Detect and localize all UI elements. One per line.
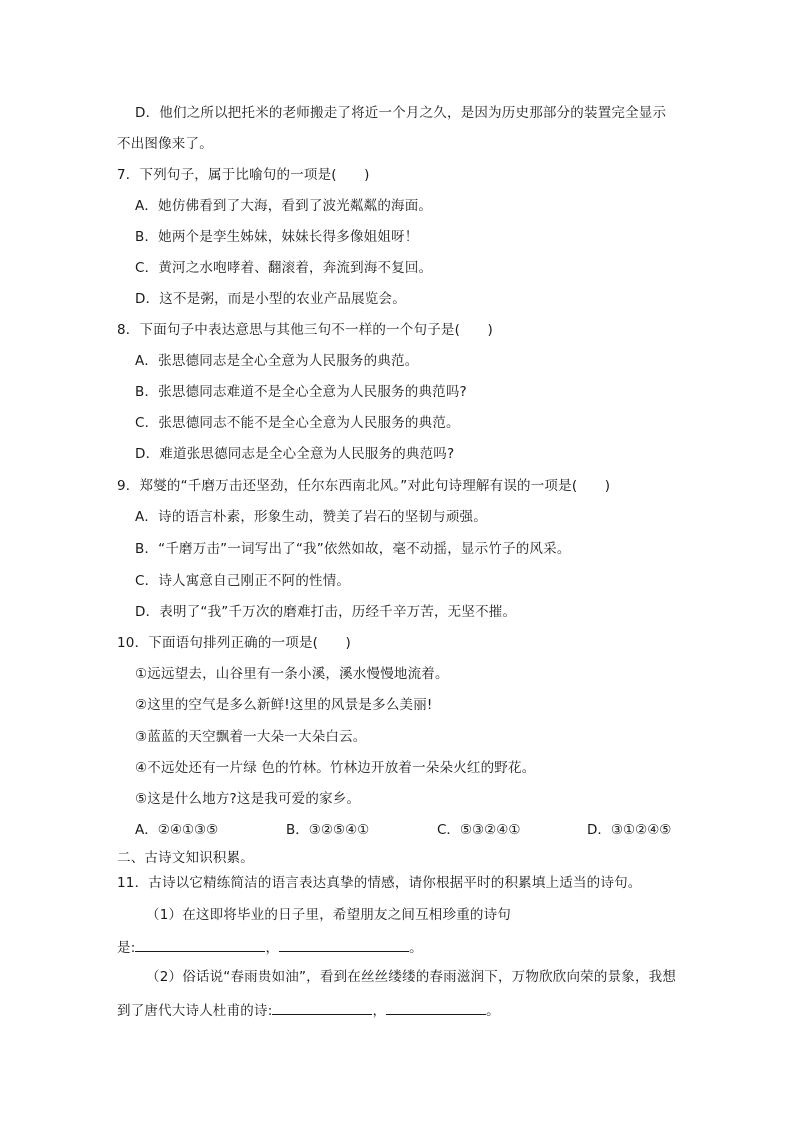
question-10-choice-b: B．③②⑤④① <box>286 822 370 838</box>
q6-option-d-line2: 不出图像来了。 <box>117 136 213 152</box>
section-2-heading: 二、古诗文知识积累。 <box>117 850 254 866</box>
answer-blank-2[interactable] <box>279 937 409 952</box>
question-8-option-d: D．难道张思德同志是全心全意为人民服务的典范吗? <box>135 446 455 462</box>
blank-separator: ， <box>265 940 280 956</box>
question-7-stem: 7．下列句子，属于比喻句的一项是( ) <box>117 167 370 183</box>
question-9-option-a: A．诗的语言朴素，形象生动，赞美了岩石的坚韧与顽强。 <box>135 509 487 525</box>
question-11-stem: 11．古诗以它精练简洁的语言表达真挚的情感，请你根据平时的积累填上适当的诗句。 <box>117 875 642 891</box>
question-9-stem: 9．郑燮的“千磨万击还坚劲，任尔东西南北风。”对此句诗理解有误的一项是( ) <box>117 478 611 494</box>
question-9-option-b: B．“千磨万击”一词写出了“我”依然如故，毫不动摇，显示竹子的风采。 <box>135 541 571 557</box>
blank-separator: ， <box>372 1003 387 1019</box>
question-10-choice-a: A．②④①③⑤ <box>135 822 219 838</box>
question-7-option-c: C．黄河之水咆哮着、翻滚着，奔流到海不复回。 <box>135 260 433 276</box>
question-10-sentence-5: ⑤这是什么地方?这是我可爱的家乡。 <box>135 791 361 807</box>
question-10-stem: 10．下面语句排列正确的一项是( ) <box>117 635 352 651</box>
question-10-choice-c: C．⑤③②④① <box>437 822 521 838</box>
question-10-sentence-1: ①远远望去，山谷里有一条小溪，溪水慢慢地流着。 <box>135 666 449 682</box>
question-8-stem: 8．下面句子中表达意思与其他三句不一样的一个句子是( ) <box>117 322 493 338</box>
question-7-option-b: B．她两个是孪生姊妹，妹妹长得多像姐姐呀！ <box>135 229 419 245</box>
answer-blank-4[interactable] <box>386 1000 486 1015</box>
question-10-choice-d: D．③①②④⑤ <box>587 822 672 838</box>
question-11-sub2-prefix: 到了唐代大诗人杜甫的诗: <box>117 1003 273 1019</box>
question-11-sub2-line2 <box>117 1000 500 1020</box>
question-10-sentence-4: ④不远处还有一片绿 色的竹林。竹林边开放着一朵朵火红的野花。 <box>135 760 536 776</box>
sentence-end: 。 <box>486 1003 500 1019</box>
question-8-option-c: C．张思德同志不能不是全心全意为人民服务的典范。 <box>135 415 460 431</box>
answer-blank-1[interactable] <box>135 937 265 952</box>
question-11-sub1-prefix: 是: <box>117 940 136 956</box>
question-11-sub1-line1: （1）在这即将毕业的日子里，希望朋友之间互相珍重的诗句 <box>146 907 511 923</box>
question-8-option-a: A．张思德同志是全心全意为人民服务的典范。 <box>135 353 419 369</box>
question-7-option-a: A．她仿佛看到了大海，看到了波光粼粼的海面。 <box>135 198 433 214</box>
sentence-end: 。 <box>409 940 423 956</box>
q6-option-d-line1: D．他们之所以把托米的老师搬走了将近一个月之久，是因为历史那部分的装置完全显示 <box>135 105 667 121</box>
question-10-sentence-3: ③蓝蓝的天空飘着一大朵一大朵白云。 <box>135 729 367 745</box>
question-9-option-c: C．诗人寓意自己刚正不阿的性情。 <box>135 573 351 589</box>
question-10-sentence-2: ②这里的空气是多么新鲜!这里的风景是多么美丽! <box>135 697 433 713</box>
question-11-sub1-line2 <box>117 937 423 957</box>
question-7-option-d: D．这不是粥，而是小型的农业产品展览会。 <box>135 291 406 307</box>
question-11-sub2-line1: （2）俗话说“春雨贵如油”，看到在丝丝缕缕的春雨滋润下，万物欣欣向荣的景象，我想 <box>146 969 677 985</box>
answer-blank-3[interactable] <box>272 1000 372 1015</box>
question-9-option-d: D．表明了“我”千万次的磨难打击，历经千辛万苦，无坚不摧。 <box>135 604 517 620</box>
question-8-option-b: B．张思德同志难道不是全心全意为人民服务的典范吗? <box>135 384 467 400</box>
